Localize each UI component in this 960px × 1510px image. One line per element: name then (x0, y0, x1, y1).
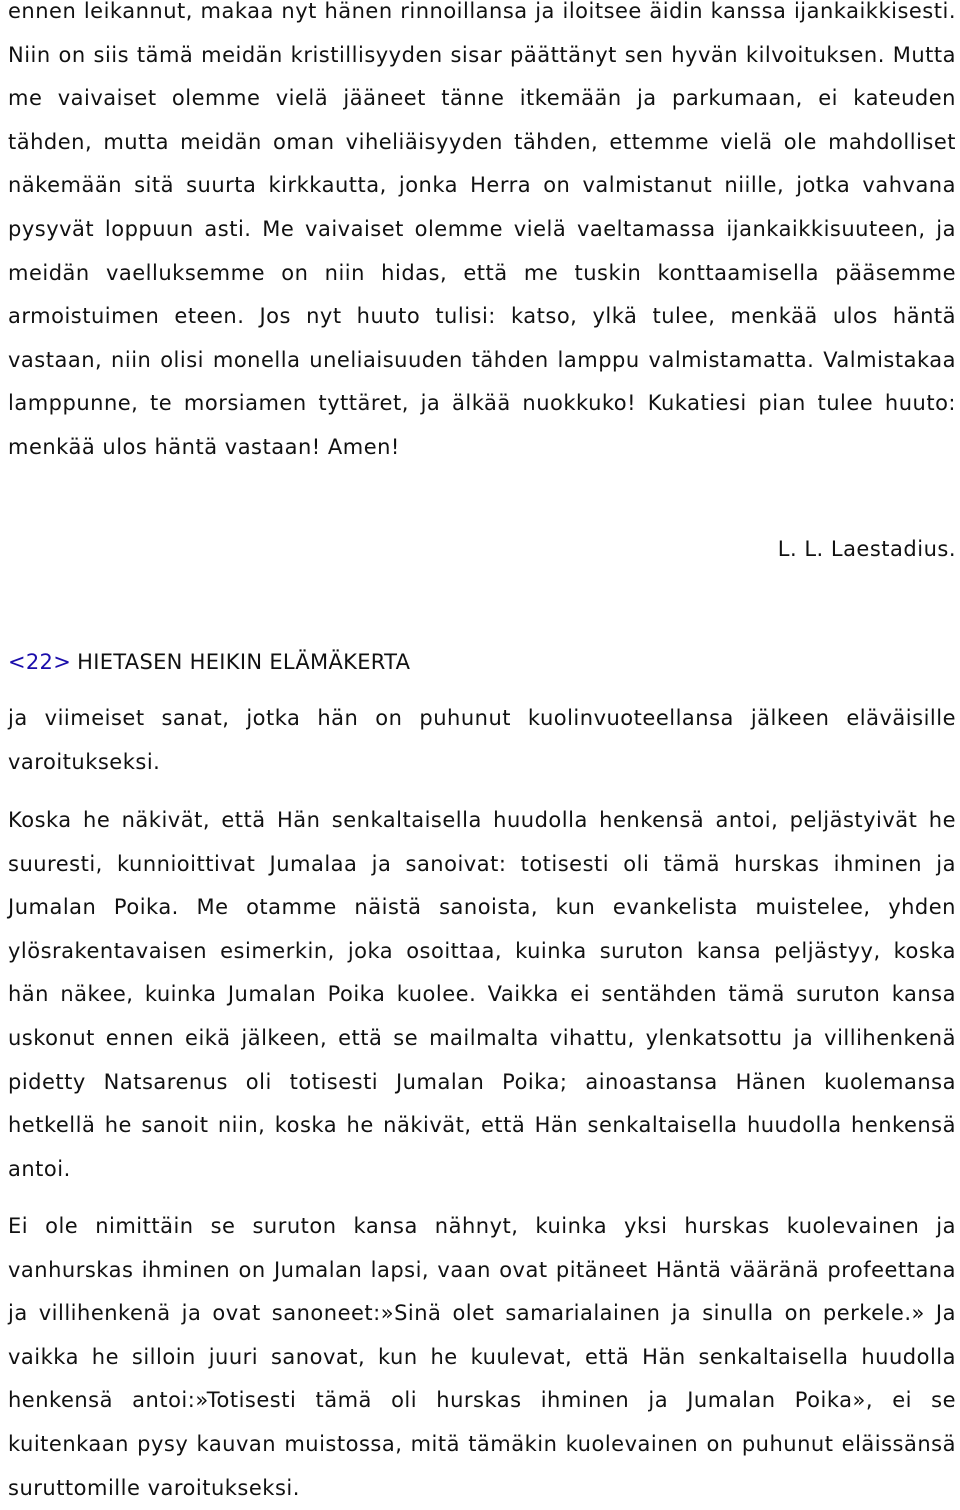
intro-paragraph: ennen leikannut, makaa nyt hänen rinnoillansa ja iloitsee äidin kanssa ijankaikkisesti. Niin on siis tämä meidän kristillisyyden sisar päättänyt sen hyvän kilvoituksen. Mutta me vaivaiset olemme vielä jääneet tänne itkemään ja parkumaan, ei kateuden tähden, mutta meidän oman viheliäisyyden tähden, ettemme vielä ole mahdolliset näkemään sitä suurta kirkkautta, jonka Herra on valmistanut niille, jotka vahvana pysyvät loppuun asti. Me vaivaiset olemme vielä vaeltamassa ijankaikkisuuteen, ja meidän vaelluksemme on niin hidas, että me tuskin konttaamisella pääsemme armoistuimen eteen. Jos nyt huuto tulisi: katso, ylkä tulee, menkää ulos häntä vastaan, niin olisi monella uneliaisuuden tähden lamppu valmistamatta. Valmistakaa lamppunne, te morsiamen tyttäret, ja älkää nuokkuko! Kukatiesi pian tulee huuto: menkää ulos häntä vastaan! Amen! (8, 0, 956, 459)
section-heading (8, 641, 410, 685)
closing-paragraph: Ei ole nimittäin se suruton kansa nähnyt, kuinka yksi hurskas kuolevainen ja vanhurskas ihminen on Jumalan lapsi, vaan ovat pitäneet Häntä vääränä profeettana ja villihenkenä ja ovat sanoneet:»Sinä olet samarialainen ja sinulla on perkele.» Ja vaikka he silloin juuri sanovat, kun he kuulevat, että Hän senkaltaisella huudolla henkensä antoi:»Totisesti tämä oli hurskas ihminen ja Jumalan Poika», ei se kuitenkaan pysy kauvan muistossa, mitä tämäkin kuolevainen on puhunut eläissänsä suruttomille varoitukseksi. (8, 1214, 956, 1500)
main-paragraph: Koska he näkivät, että Hän senkaltaisella huudolla henkensä antoi, peljästyivät he suuresti, kunnioittivat Jumalaa ja sanoivat: totisesti oli tämä hurskas ihminen ja Jumalan Poika. Me otamme näistä sanoista, kun evankelista muistelee, yhden ylösrakentavaisen esimerkin, joka osoittaa, kuinka suruton kansa peljästyy, koska hän näkee, kuinka Jumalan Poika kuolee. Vaikka ei sentähden tämä suruton kansa uskonut ennen eikä jälkeen, että se mailmalta vihattu, ylenkatsottu ja villihenkenä pidetty Natsarenus oli totisesti Jumalan Poika; ainoastansa Hänen kuolemansa hetkellä he sanoit niin, koska he näkivät, että Hän senkaltaisella huudolla henkensä antoi. (8, 808, 956, 1181)
section-subtitle: ja viimeiset sanat, jotka hän on puhunut kuolinvuoteellansa jälkeen eläväisille varoitukseksi. (8, 706, 956, 774)
signature: L. L. Laestadius. (777, 537, 956, 561)
page-reference-link[interactable]: <22> (8, 650, 72, 674)
section-title: HIETASEN HEIKIN ELÄMÄKERTA (77, 650, 411, 674)
